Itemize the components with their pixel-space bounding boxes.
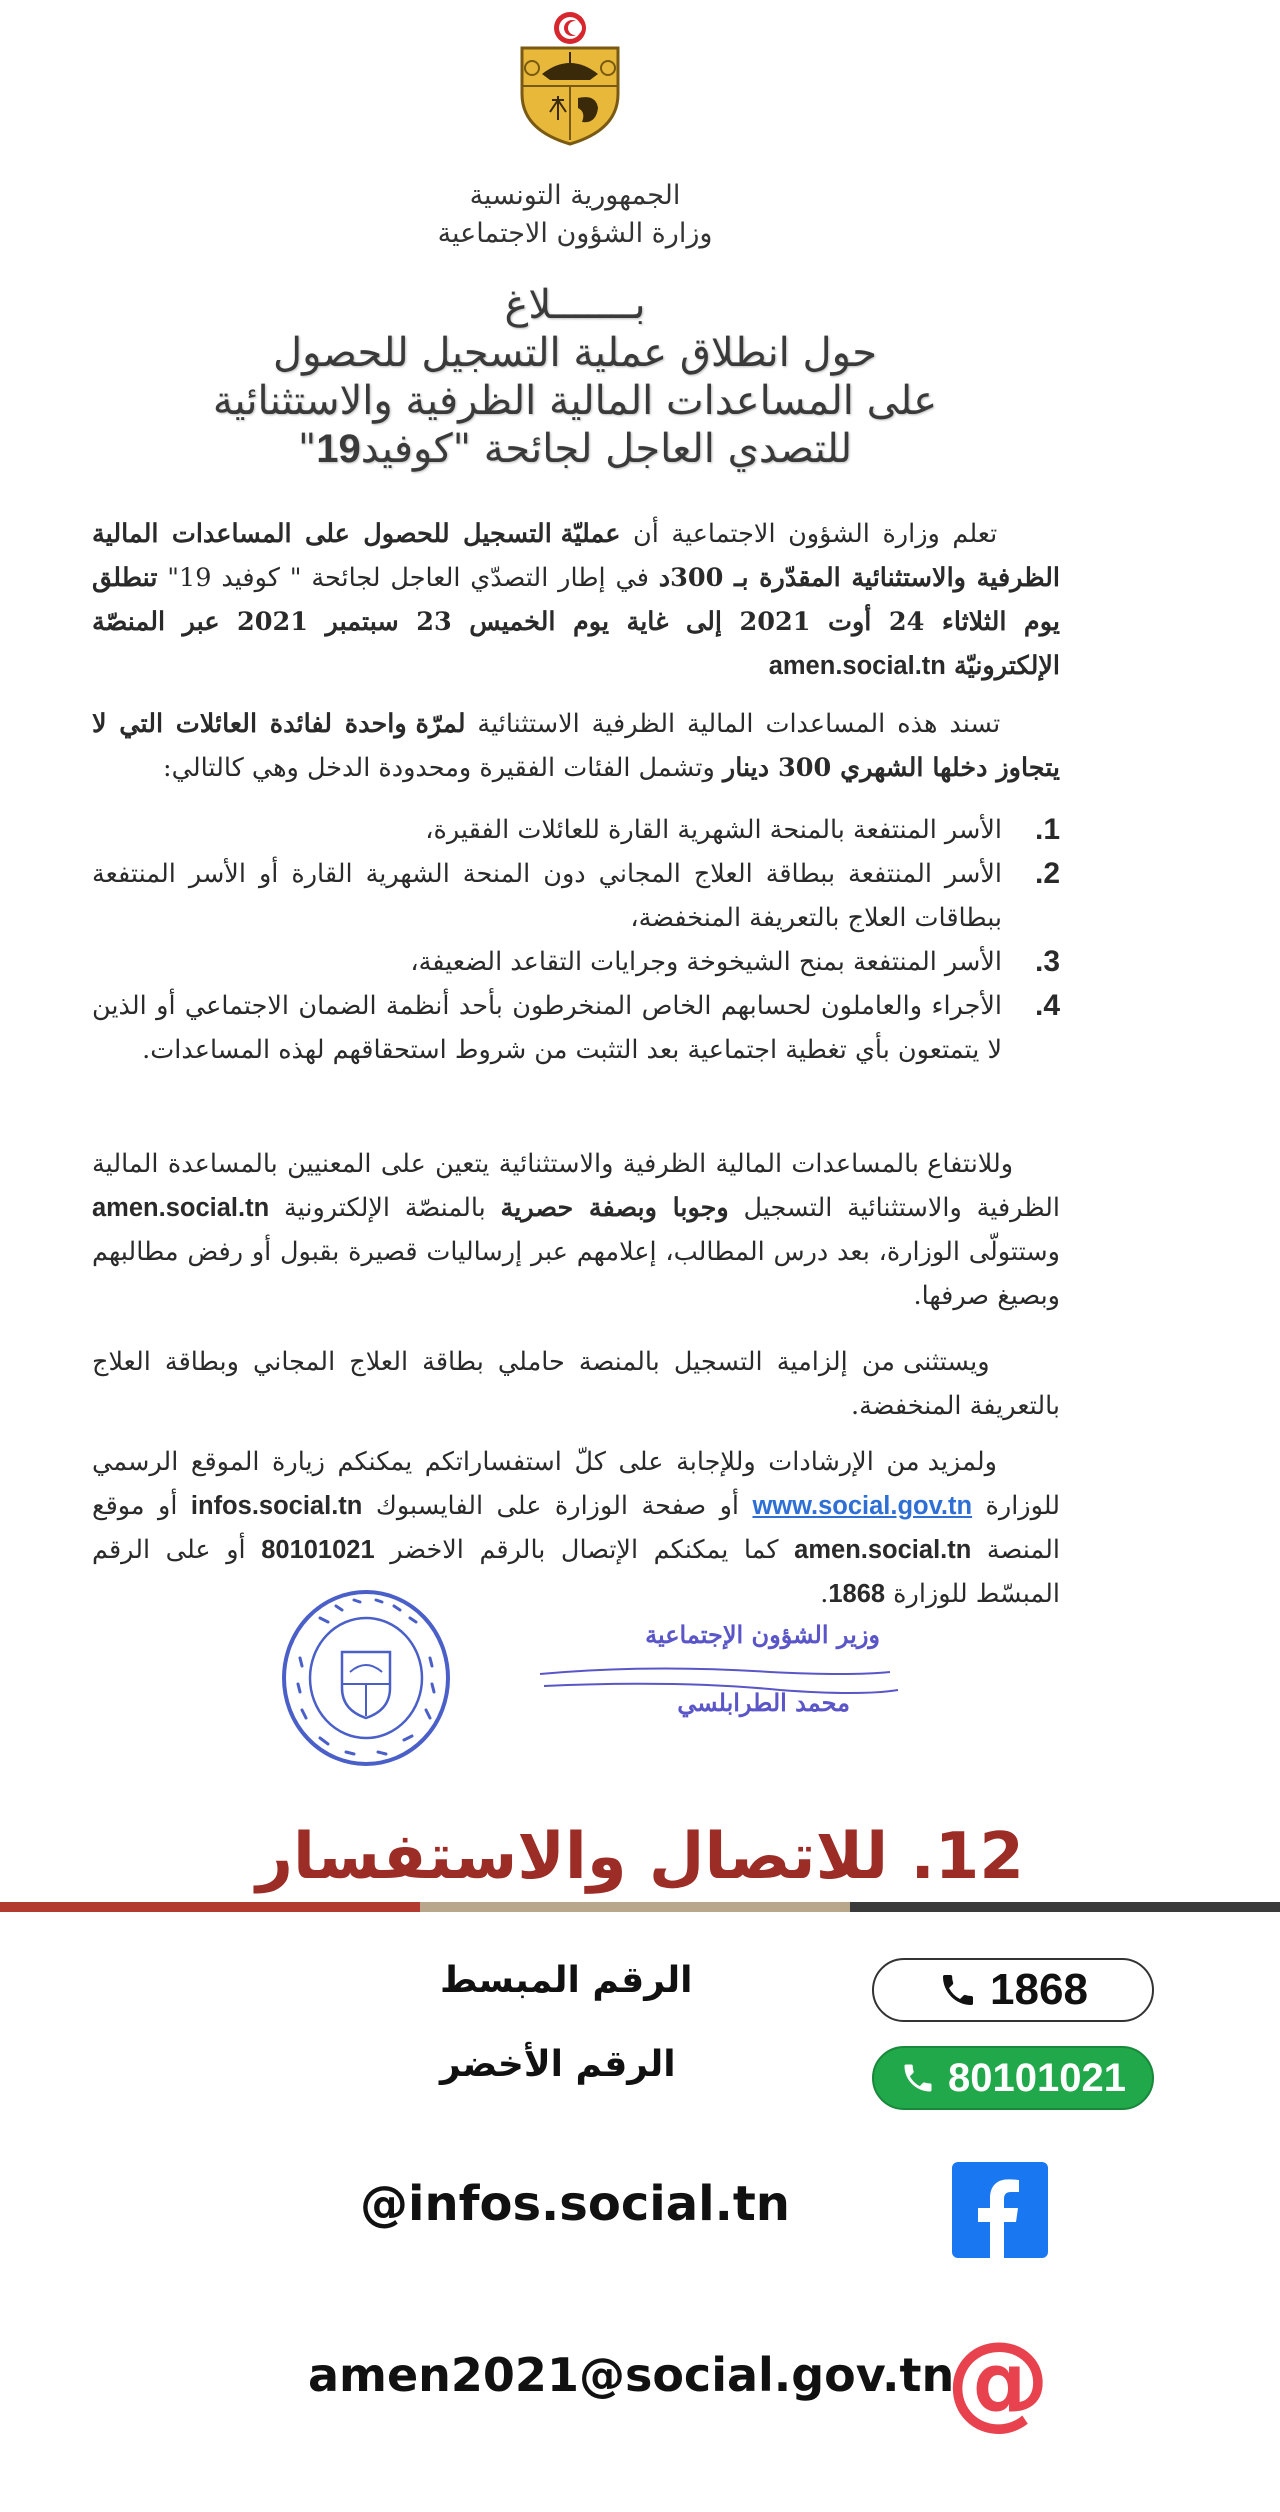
minister-name: محمد الطرابلسي xyxy=(677,1688,850,1717)
title-line-4 xyxy=(0,426,1150,472)
para5-text-2: أو صفحة الوزارة على الفايسبوك xyxy=(362,1491,753,1521)
section-divider xyxy=(0,1902,1280,1912)
country-name: الجمهورية التونسية xyxy=(469,180,681,211)
list-item-number: 4. xyxy=(1034,989,1060,1022)
at-sign-icon xyxy=(946,2330,1050,2434)
contact-email[interactable]: amen2021@social.gov.tn xyxy=(308,2348,955,2402)
green-number-label: الرقم الأخضر xyxy=(440,2044,676,2085)
official-stamp xyxy=(280,1588,452,1768)
para2-bold-1: لمرّة واحدة لفائدة العائلات التي لا يتجاوز دخلها الشهري 300 دينار xyxy=(92,709,1060,783)
facebook-handle[interactable]: @infos.social.tn xyxy=(360,2176,790,2232)
platform-site-1[interactable]: amen.social.tn xyxy=(768,652,946,680)
list-item xyxy=(92,808,1060,852)
list-item-number: 3. xyxy=(1034,945,1060,978)
para2-text-1: تسند هذه المساعدات المالية الظرفية الاستثنائية xyxy=(465,709,1001,739)
svg-text:@: @ xyxy=(946,2330,1050,2434)
list-item xyxy=(92,852,1060,940)
title-line-2: حول انطلاق عملية التسجيل للحصول xyxy=(273,330,877,376)
para3-bold-1: وجوبا وبصفة حصرية xyxy=(500,1193,729,1223)
list-item-text: الأسر المنتفعة ببطاقة العلاج المجاني دون المنحة الشهرية القارة أو الأسر المنتفعة ببطاقات العلاج بالتعريفة المنخفضة، xyxy=(92,859,1002,933)
list-item-number: 1. xyxy=(1034,813,1060,846)
list-item xyxy=(92,984,1060,1072)
phone-icon xyxy=(938,1970,978,2010)
minister-signature-block xyxy=(530,1620,910,1740)
list-item-text: الأسر المنتفعة بمنح الشيخوخة وجرايات التقاعد الضعيفة، xyxy=(410,947,1002,977)
beneficiary-list xyxy=(92,808,1060,1072)
paragraph-registration-required xyxy=(92,1142,1060,1318)
ministry-name: وزارة الشؤون الاجتماعية xyxy=(437,218,713,249)
green-number-button[interactable] xyxy=(872,2046,1154,2110)
title-line-3: على المساعدات المالية الظرفية والاستثنائية xyxy=(212,378,938,424)
list-item xyxy=(92,940,1060,984)
para3-text-2: بالمنصّة الإلكترونية xyxy=(269,1193,501,1223)
paragraph-registration xyxy=(92,512,1060,688)
paragraph-eligibility xyxy=(92,702,1060,790)
title-line-4-quote: " xyxy=(297,426,317,472)
announcement-heading: بـــــــلاغ xyxy=(504,282,646,328)
platform-site-2[interactable]: amen.social.tn xyxy=(92,1194,270,1222)
list-item-number: 2. xyxy=(1034,857,1060,890)
phone-icon xyxy=(900,2060,936,2096)
para1-text-1: تعلم وزارة الشؤون الاجتماعية أن xyxy=(620,519,998,549)
facebook-icon[interactable] xyxy=(952,2162,1048,2258)
para5-text-5: أو على الرقم المبسّط للوزارة xyxy=(92,1535,1060,1609)
title-line-4-text: للتصدي العاجل لجائحة "كوفيد xyxy=(360,426,853,472)
paragraph-exemption xyxy=(92,1340,1060,1428)
minister-title: وزير الشؤون الإجتماعية xyxy=(645,1620,880,1649)
para4-text: ويستثنى من إلزامية التسجيل بالمنصة حاملي بطاقة العلاج المجاني وبطاقة العلاج بالتعريفة المنخفضة. xyxy=(92,1347,1060,1421)
para3-text-3: وستتولّى الوزارة، بعد درس المطالب، إعلامهم عبر إرساليات قصيرة بقبول أو رفض مطالبهم وبصيغ صرفها. xyxy=(92,1237,1060,1311)
green-number-inline: 80101021 xyxy=(261,1536,375,1564)
list-item-text: الأسر المنتفعة بالمنحة الشهرية القارة للعائلات الفقيرة، xyxy=(425,815,1002,845)
short-number-label: الرقم المبسط xyxy=(440,1960,693,2001)
ministry-website-link[interactable]: www.social.gov.tn xyxy=(752,1492,973,1520)
para1-bold-2: تنطلق يوم الثلاثاء 24 أوت 2021 إلى غاية يوم الخميس 23 سبتمبر 2021 عبر المنصّة الإلكترونيّة xyxy=(92,563,1060,681)
short-number-button[interactable] xyxy=(872,1958,1154,2022)
paragraph-more-info xyxy=(92,1440,1060,1616)
para5-text-4: كما يمكنكم الإتصال بالرقم الاخضر xyxy=(374,1535,795,1565)
para2-text-2: وتشمل الفئات الفقيرة ومحدودة الدخل وهي كالتالي: xyxy=(162,753,723,783)
title-line-4-number: 19 xyxy=(316,427,361,471)
para1-text-2: في إطار التصدّي العاجل لجائحة " كوفيد 19" xyxy=(157,563,659,593)
green-number-value: 80101021 xyxy=(948,2055,1126,2100)
coat-of-arms-emblem xyxy=(512,8,628,148)
para5-text-1: ولمزيد من الإرشادات وللإجابة على كلّ استفساراتكم يمكنكم زيارة الموقع الرسمي للوزارة xyxy=(92,1447,1060,1521)
contact-section-title: 12. للاتصال والاستفسار xyxy=(256,1820,1024,1894)
para5-text-3: أو موقع المنصة xyxy=(92,1491,1061,1565)
facebook-page[interactable]: infos.social.tn xyxy=(190,1492,363,1520)
para3-text-1: وللانتفاع بالمساعدات المالية الظرفية والاستثنائية يتعين على المعنيين بالمساعدة المالية الظرفية والاستثنائية التسجيل xyxy=(92,1149,1060,1223)
list-item-text: الأجراء والعاملون لحسابهم الخاص المنخرطون بأحد أنظمة الضمان الاجتماعي أو الذين لا يتمتعون بأي تغطية اجتماعية بعد التثبت من شروط استحقاقهم لهذه المساعدات. xyxy=(92,991,1002,1065)
para5-text-6: . xyxy=(820,1579,829,1609)
platform-site-3[interactable]: amen.social.tn xyxy=(794,1536,972,1564)
para1-bold-1: عمليّة التسجيل للحصول على المساعدات المالية الظرفية والاستثنائية المقدّرة بـ 300د xyxy=(92,519,1060,593)
short-number-inline: 1868 xyxy=(828,1580,886,1608)
short-number-value: 1868 xyxy=(990,1965,1088,2014)
